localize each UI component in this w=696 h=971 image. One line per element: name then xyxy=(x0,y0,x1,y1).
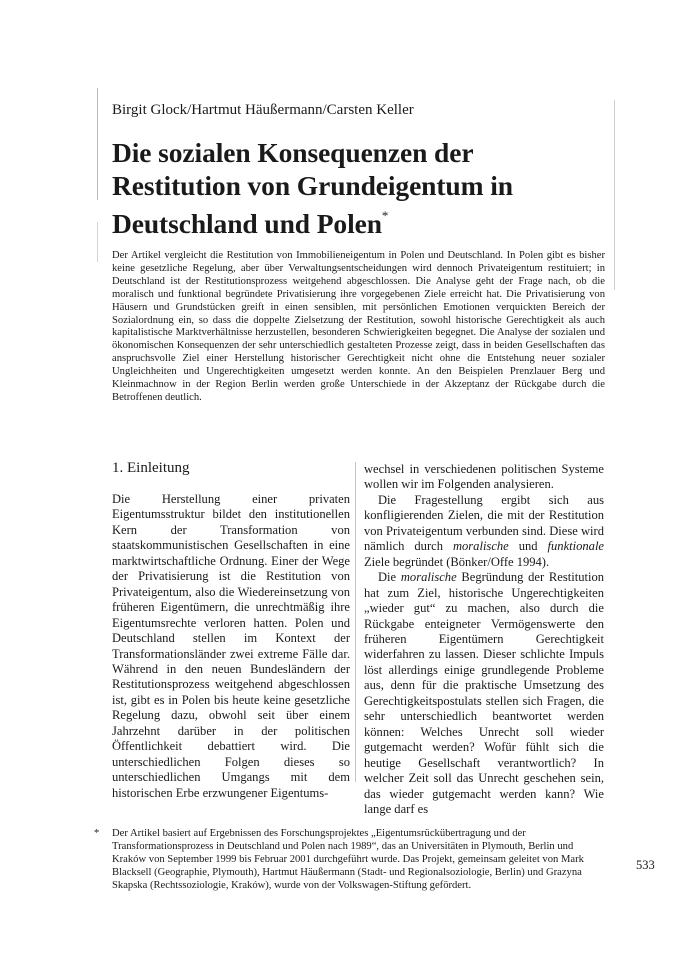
left-margin-line xyxy=(97,88,98,200)
emphasis: moralische xyxy=(400,570,457,585)
text-run: Begründung der Restitution hat zum Ziel, historische Ungerechtigkeiten „wieder gut“ zu machen, also durch die Rückgabe enteigneter Vermögenswerte den früheren Eigentümern Gerechtigkeit widerfahren zu lassen. Dieser schlichte Impuls löst allerdings einige grundlegende Probleme aus, denn für die praktische Umsetzung des Gerechtigkeitspostulats stellen sich Fragen, die sehr unterschiedlich beantwortet werden können: Welches Unrecht soll wieder gutgemacht werden? Wofür fühlt sich die heutige Gesellschaft verantwortlich? In welcher Zeit soll das Unrecht geschehen sein, das wieder gutgemacht werden kann? Wie lange darf es xyxy=(364,570,604,816)
body-column-right xyxy=(364,462,604,817)
footnote-marker: * xyxy=(94,828,100,839)
author-line: Birgit Glock/Hartmut Häußermann/Carsten Keller xyxy=(112,102,414,118)
title-line-1: Die sozialen Konsequenzen der xyxy=(112,137,474,168)
title-footnote-marker: * xyxy=(381,208,389,223)
body-column-left xyxy=(112,492,350,801)
footnote xyxy=(94,827,605,892)
title-line-3: Deutschland und Polen xyxy=(112,208,382,240)
paragraph xyxy=(364,493,604,570)
text-run: Ziele begründet (Bönker/Offe 1994). xyxy=(364,554,550,569)
section-heading: 1. Einleitung xyxy=(112,460,190,476)
title-line-2: Restitution von Grundeigentum in xyxy=(112,170,513,201)
column-separator-line xyxy=(355,462,356,782)
footnote-text: Der Artikel basiert auf Ergebnissen des Forschungsprojektes „Eigentumsrückübertragung und der Transformationsprozess in Deutschland und Polen nach 1989“, das an Universitäten in Plymouth, Berlin und Kraków von September 1999 bis Februar 2001 durchgeführt wurde. Das Projekt, gemeinsam geleitet von Mark Blacksell (Geographie, Plymouth), Hartmut Häußermann (Stadt- und Regionalsoziologie, Berlin) und Grazyna Skapska (Rechtssoziologie, Kraków), wurde von der Volkswagen-Stiftung gefördert. xyxy=(112,828,584,892)
paragraph xyxy=(364,570,604,817)
left-margin-line-lower xyxy=(97,222,98,262)
page-number: 533 xyxy=(636,858,655,872)
text-run: und xyxy=(508,539,548,554)
text-run: Die xyxy=(378,570,401,585)
emphasis: moralische xyxy=(452,539,509,554)
right-margin-line xyxy=(614,100,615,290)
paragraph: Die Herstellung einer privaten Eigentumsstruktur bildet den institutionellen Kern der Transformation von staatskommunistischen Gesellschaften in eine marktwirtschaftliche Ordnung. Einer der Wege der Privatisierung ist die Restitution von Privateigentum, also die Wiedereinsetzung von früheren Eigentümern, die unrechtmäßig ihre Eigentumsrechte verloren hatten. Polen und Deutschland stellen im Kontext der Transformationsländer zwei extreme Fälle dar. Während in den neuen Bundesländern der Restitutionsprozess weitgehend abgeschlossen ist, gibt es in Polen bis heute keine gesetzliche Regelung dazu, obwohl seit über einem Jahrzehnt darüber in der politischen Öffentlichkeit debattiert wird. Die unterschiedlichen Folgen dieses so unterschiedlichen Umgangs mit dem historischen Erbe erzwungener Eigentums- xyxy=(112,492,350,800)
abstract: Der Artikel vergleicht die Restitution von Immobilieneigentum in Polen und Deutschland. In Polen gibt es bisher keine gesetzliche Regelung, aber über Verwaltungsentscheidungen wird dennoch Privateigentum restituiert; in Deutschland ist der Restitutionsprozess weitgehend abgeschlossen. Die Analyse geht der Frage nach, ob die moralisch und funktional begründete Privatisierung ihre vorgegebenen Ziele erreicht hat. Die Privatisierung von Häusern und Grundstücken greift in einen sensiblen, mit persönlichen Emotionen verquickten Bereich der Sozialordnung ein, so dass die doppelte Zielsetzung der Restitution, sowohl historische Gerechtigkeit als auch kapitalistische Marktverhältnisse herzustellen, besonderen Schwierigkeiten begegnet. Die Analyse der sozialen und ökonomischen Konsequenzen der sehr unterschiedlich gestalteten Prozesse zeigt, dass in beiden Gesellschaften das anspruchsvolle Ziel einer Herstellung historischer Gerechtigkeit nicht ohne die Entstehung neuer sozialer Ungleichheiten und Ungerechtigkeiten umgesetzt werden konnte. An den Beispielen Prenzlauer Berg und Kleinmachnow in der Region Berlin werden große Unterschiede in der Akzeptanz der Rückgabe durch die Betroffenen deutlich. xyxy=(112,250,605,403)
article-title xyxy=(112,136,592,240)
text-run: Die Fragestellung ergibt sich aus konfligierenden Zielen, die mit der Restitution von Privateigentum verbunden sind. Diese wird nämlich durch xyxy=(364,492,604,554)
paragraph: wechsel in verschiedenen politischen Systeme wollen wir im Folgenden analysieren. xyxy=(364,462,604,492)
emphasis: funktionale xyxy=(547,539,604,554)
